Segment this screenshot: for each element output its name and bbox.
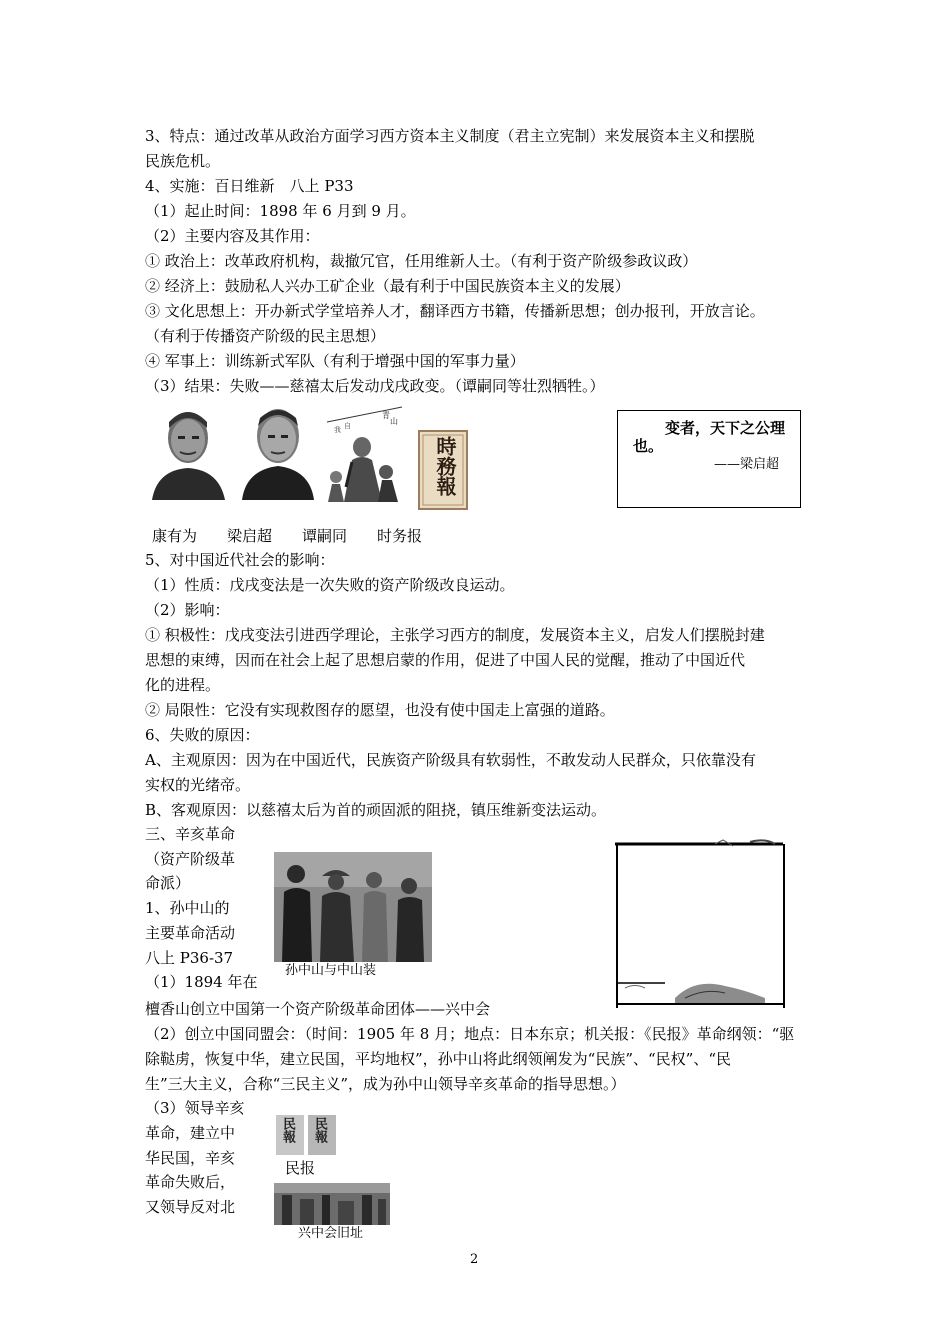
text-line: ① 积极性：戊戌变法引进西学理论，主张学习西方的制度，发展资本主义，启发人们摆脱封建 — [145, 626, 765, 644]
xingzhonghui-caption: 兴中会旧址 — [298, 1226, 364, 1241]
text-line: （3）领导辛亥 — [145, 1099, 245, 1117]
quote-box — [617, 410, 801, 508]
text-line: （1）性质：戊戌变法是一次失败的资产阶级改良运动。 — [145, 576, 515, 594]
text-line: 革命失败后， — [145, 1173, 236, 1191]
text-line: （资产阶级革 — [145, 850, 236, 868]
text-line: 檀香山创立中国第一个资产阶级革命团体——兴中会 — [145, 1000, 491, 1018]
text-line: ② 局限性：它没有实现救图存的愿望，也没有使中国走上富强的道路。 — [145, 701, 615, 719]
text-line: 实权的光绪帝。 — [145, 776, 251, 794]
text-line: 又领导反对北 — [145, 1198, 236, 1216]
minbao-image — [274, 1113, 340, 1157]
text-line: ② 经济上：鼓励私人兴办工矿企业（最有利于中国民族资本主义的发展） — [145, 277, 630, 295]
svg-text:山: 山 — [390, 417, 398, 426]
text-line: 6、失败的原因： — [145, 726, 260, 744]
text-line: 革命，建立中 — [145, 1124, 236, 1142]
sun-photo-caption: 孙中山与中山装 — [285, 963, 377, 978]
kang-youwei-portrait — [147, 400, 229, 500]
text-line: ① 政治上：改革政府机构，裁撤冗官，任用维新人士。（有利于资产阶级参政议政） — [145, 252, 698, 270]
text-line: 思想的束缚，因而在社会上起了思想启蒙的作用，促进了中国人民的觉醒，推动了中国近代 — [145, 651, 746, 669]
shiwubao-newspaper — [418, 430, 468, 510]
quote-line-2: 也。 — [633, 437, 664, 455]
quote-source: ——梁启超 — [714, 457, 780, 472]
text-line: 命派） — [145, 874, 191, 892]
text-line: （2）影响： — [145, 601, 230, 619]
quote-line-1: 变者，天下之公理 — [665, 419, 786, 437]
text-line: A、主观原因：因为在中国近代，民族资产阶级具有软弱性，不敢发动人民群众，只依靠没有 — [145, 751, 756, 769]
text-line: 民族危机。 — [145, 152, 221, 170]
text-line: （3）结果：失败——慈禧太后发动戊戌政变。（谭嗣同等壮烈牺牲。） — [145, 377, 605, 395]
sun-yatsen-photo — [274, 852, 432, 962]
xingzhonghui-site-photo — [274, 1183, 390, 1225]
text-line: （2）主要内容及其作用： — [145, 227, 320, 245]
text-line: ③ 文化思想上：开办新式学堂培养人才，翻译西方书籍，传播新思想；创办报刊，开放言论。 — [145, 302, 765, 320]
text-line: （1）1894 年在 — [145, 973, 258, 991]
page-number: 2 — [470, 1252, 479, 1267]
svg-text:青: 青 — [382, 411, 390, 420]
minbao-title-left: 民報 — [280, 1117, 295, 1143]
tan-sitong-illustration — [322, 402, 408, 504]
text-line: 5、对中国近代社会的影响： — [145, 551, 335, 569]
text-line: 4、实施：百日维新 八上 P33 — [145, 177, 354, 195]
minbao-caption: 民报 — [285, 1159, 316, 1177]
shiwubao-title: 時務報 — [433, 436, 457, 496]
text-line: 主要革命活动 — [145, 924, 236, 942]
text-line: B、客观原因：以慈禧太后为首的顽固派的阻挠，镇压维新变法运动。 — [145, 801, 607, 819]
svg-text:自: 自 — [344, 422, 351, 430]
text-line: 3、特点：通过改革从政治方面学习西方资本主义制度（君主立宪制）来发展资本主义和摆脱 — [145, 127, 755, 145]
right-illustration — [615, 838, 787, 1008]
text-line: （有利于传播资产阶级的民主思想） — [145, 327, 386, 345]
text-line: ④ 军事上：训练新式军队（有利于增强中国的军事力量） — [145, 352, 525, 370]
text-line: （1）起止时间：1898 年 6 月到 9 月。 — [145, 202, 416, 220]
text-line: 八上 P36-37 — [145, 949, 234, 967]
minbao-title-right: 民報 — [312, 1117, 327, 1143]
portrait-captions: 康有为 梁启超 谭嗣同 时务报 — [152, 527, 423, 545]
svg-text:我: 我 — [334, 426, 341, 434]
liang-qichao-portrait — [238, 400, 318, 500]
text-line: （2）创立中国同盟会：（时间：1905 年 8 月；地点：日本东京；机关报：《民报》革命纲领：“驱 — [145, 1025, 795, 1043]
text-line: 华民国，辛亥 — [145, 1149, 236, 1167]
text-line: 除鞑虏，恢复中华，建立民国，平均地权”，孙中山将此纲领阐发为“民族”、“民权”、“民 — [145, 1050, 732, 1068]
text-line: 三、辛亥革命 — [145, 825, 236, 843]
text-line: 生”三大主义，合称“三民主义”，成为孙中山领导辛亥革命的指导思想。） — [145, 1075, 626, 1093]
text-line: 1、孙中山的 — [145, 899, 230, 917]
text-line: 化的进程。 — [145, 676, 221, 694]
